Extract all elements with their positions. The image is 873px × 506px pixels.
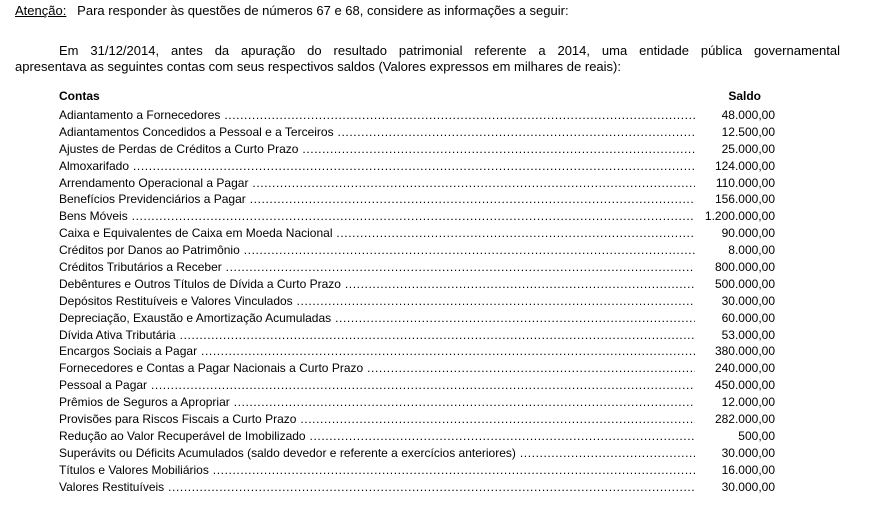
table-row (59, 343, 775, 360)
account-name: Depreciação, Exaustão e Amortização Acumuladas ..... (59, 310, 695, 327)
account-balance: 48.000,00 (721, 108, 775, 122)
table-row (59, 360, 775, 377)
table-row (59, 242, 775, 259)
table-header (59, 89, 775, 106)
attention-text: Para responder às questões de números 67 e 68, considere as informações a seguir: (77, 3, 569, 18)
account-name: Créditos por Danos ao Patrimônio ..... (59, 242, 695, 259)
account-balance: 450.000,00 (714, 378, 775, 393)
account-name: Fornecedores e Contas a Pagar Nacionais a Curto Prazo ..... (59, 360, 695, 377)
account-name: Prêmios de Seguros a Apropriar ..... (59, 394, 695, 411)
table-row (59, 107, 775, 124)
account-balance: 30.000,00 (721, 479, 775, 494)
table-row (59, 310, 775, 327)
account-name: Adiantamento a Fornecedores ..... (59, 107, 695, 124)
table-body (59, 107, 775, 495)
account-balance: 53.000,00 (721, 327, 775, 342)
account-balance: 1.200.000,00 (704, 209, 775, 224)
table-row (59, 462, 775, 479)
account-balance: 60.000,00 (721, 310, 775, 325)
intro-line-1: Em 31/12/2014, antes da apuração do resultado patrimonial referente a 2014, uma entidade pública governamental (59, 43, 840, 58)
accounts-table (59, 89, 775, 494)
account-balance: 156.000,00 (714, 192, 775, 207)
table-row (59, 445, 775, 462)
account-name: Caixa e Equivalentes de Caixa em Moeda Nacional ..... (59, 225, 695, 242)
account-balance: 800.000,00 (714, 260, 775, 275)
account-balance: 25.000,00 (721, 141, 775, 156)
table-row (59, 141, 775, 158)
account-balance: 90.000,00 (721, 226, 775, 241)
intro-line-2: apresentava as seguintes contas com seus respectivos saldos (Valores expressos em milhares de reais): (15, 59, 621, 74)
table-row (59, 225, 775, 242)
account-balance: 30.000,00 (721, 445, 775, 460)
table-row (59, 158, 775, 175)
table-row (59, 394, 775, 411)
table-row (59, 276, 775, 293)
table-row (59, 327, 775, 344)
table-row (59, 175, 775, 192)
account-balance: 30.000,00 (721, 293, 775, 308)
account-balance: 282.000,00 (714, 412, 775, 427)
table-row (59, 377, 775, 394)
account-name: Créditos Tributários a Receber ..... (59, 259, 695, 276)
table-row (59, 208, 775, 225)
account-balance: 12.000,00 (721, 395, 775, 410)
account-balance: 500,00 (738, 428, 775, 443)
account-name: Encargos Sociais a Pagar ..... (59, 343, 695, 360)
table-row (59, 124, 775, 141)
table-row (59, 293, 775, 310)
account-name: Redução ao Valor Recuperável de Imobilizado ..... (59, 428, 695, 445)
account-name: Dívida Ativa Tributária ..... (59, 327, 695, 344)
attention-label: Atenção: (15, 3, 67, 18)
account-balance: 12.500,00 (721, 124, 775, 139)
account-name: Adiantamentos Concedidos a Pessoal e a Terceiros ..... (59, 124, 695, 141)
account-name: Benefícios Previdenciários a Pagar ..... (59, 191, 695, 208)
account-balance: 500.000,00 (714, 276, 775, 291)
account-name: Valores Restituíveis ..... (59, 479, 695, 496)
account-name: Debêntures e Outros Títulos de Dívida a Curto Prazo ..... (59, 276, 695, 293)
account-balance: 240.000,00 (714, 361, 775, 376)
account-name: Depósitos Restituíveis e Valores Vinculados ..... (59, 293, 695, 310)
account-name: Provisões para Riscos Fiscais a Curto Prazo ..... (59, 411, 695, 428)
account-balance: 8.000,00 (728, 243, 775, 258)
table-row (59, 191, 775, 208)
account-name: Pessoal a Pagar ..... (59, 377, 695, 394)
account-balance: 110.000,00 (715, 175, 775, 190)
account-name: Títulos e Valores Mobiliários ..... (59, 462, 695, 479)
attention-note (15, 2, 569, 20)
account-name: Ajustes de Perdas de Créditos a Curto Prazo ..... (59, 141, 695, 158)
account-balance: 380.000,00 (714, 344, 775, 359)
account-name: Bens Móveis ..... (59, 208, 695, 225)
table-row (59, 428, 775, 445)
account-name: Almoxarifado ..... (59, 158, 695, 175)
intro-paragraph (15, 43, 840, 75)
column-header-saldo: Saldo (728, 89, 761, 103)
table-row (59, 259, 775, 276)
table-row (59, 479, 775, 496)
account-balance: 16.000,00 (721, 462, 775, 477)
account-name: Arrendamento Operacional a Pagar ..... (59, 175, 695, 192)
account-balance: 124.000,00 (714, 158, 775, 173)
column-header-contas: Contas (59, 89, 100, 103)
account-name: Superávits ou Déficits Acumulados (saldo devedor e referente a exercícios anteriores) ..... (59, 445, 695, 462)
table-row (59, 411, 775, 428)
